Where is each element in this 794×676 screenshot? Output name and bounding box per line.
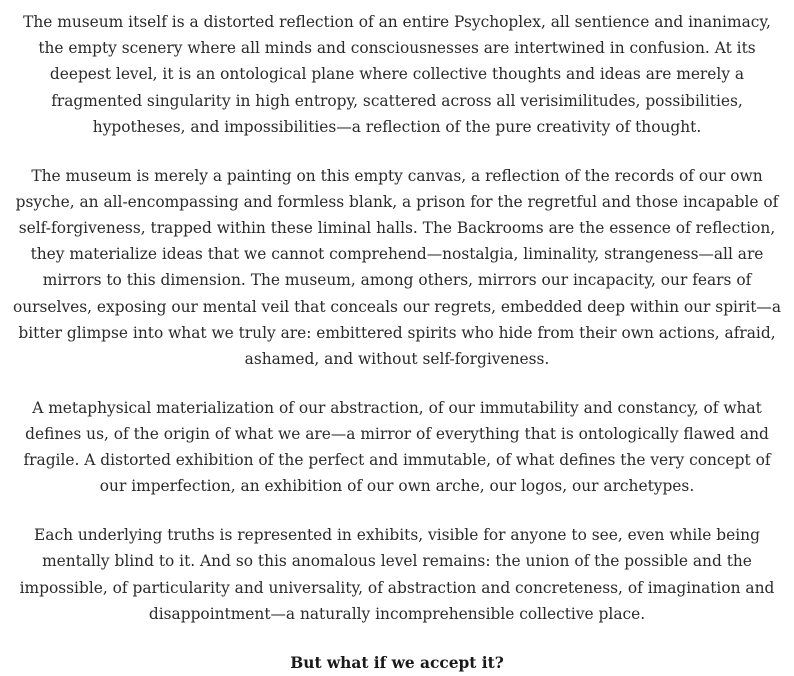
paragraph-empty-canvas: The museum is merely a painting on this empty canvas, a reflection of the records of our own psyche, an all-encompassing and formless blank, a prison for the regretful and those incapable of self-forgiveness, trapped within these liminal halls. The Backrooms are the essence of reflection, they materialize ideas that we cannot comprehend—nostalgia, liminality, strangeness—all are mirrors to this dimension. The museum, among others, mirrors our incapacity, our fears of ourselves, exposing our mental veil that conceals our regrets, embedded deep within our spirit—a bitter glimpse into what we truly are: embittered spirits who hide from their own actions, afraid, ashamed, and without self-forgiveness.	[12, 166, 781, 369]
paragraph-underlying-truths: Each underlying truths is represented in exhibits, visible for anyone to see, even while being mentally blind to it. And so this anomalous level remains: the union of the possible and the impossible, of particularity and universality, of abstraction and concreteness, of imagination and disappointment—a naturally incomprehensible collective place.	[19, 526, 775, 623]
paragraph-psychoplex: The museum itself is a distorted reflection of an entire Psychoplex, all sentience and inanimacy, the empty scenery where all minds and consciousnesses are intertwined in confusion. At its deepest level, it is an ontological plane where collective thoughts and ideas are merely a fragmented singularity in high entropy, scattered across all verisimilitudes, possibilities, hypotheses, and impossibilities—a reflection of the pure creativity of thought.	[23, 13, 771, 136]
paragraph-metaphysical-materialization: A metaphysical materialization of our abstraction, of our immutability and constancy, of what defines us, of the origin of what we are—a mirror of everything that is ontologically flawed and fragile. A distorted exhibition of the perfect and immutable, of what defines the very concept of our imperfection, an exhibition of our own arche, our logos, our archetypes.	[23, 398, 771, 496]
closing-question: But what if we accept it?	[290, 653, 504, 672]
